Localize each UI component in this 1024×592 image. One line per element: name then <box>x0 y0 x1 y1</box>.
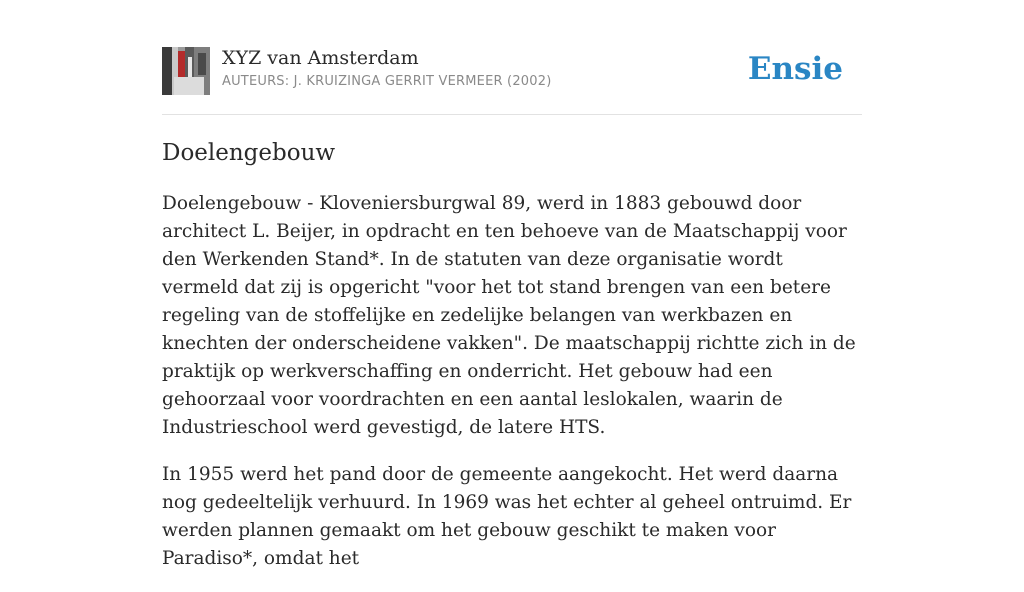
book-cover-photo-icon <box>162 47 210 95</box>
book-cover-avatar[interactable] <box>162 47 210 95</box>
book-title[interactable]: XYZ van Amsterdam <box>222 47 419 69</box>
entry-paragraph: Doelengebouw - Kloveniersburgwal 89, werd in 1883 gebouwd door architect L. Beijer, in opdracht en ten behoeve van de Maatschappij voor den Werkenden Stand*. In de statuten van deze organisatie wordt vermeld dat zij is opgericht "voor het tot stand brengen van een betere regeling van de stoffelijke en zedelijke belangen van werkbazen en knechten der onderscheidene vakken". De maatschappij richtte zich in de praktijk op werkverschaffing en onderricht. Het gebouw had een gehoorzaal voor voordrachten en een aantal leslokalen, waarin de Industrieschool werd gevestigd, de latere HTS. <box>162 193 856 438</box>
page <box>162 0 862 569</box>
book-header <box>162 0 862 115</box>
entry-title: Doelengebouw <box>162 140 336 166</box>
entry-paragraph: In 1955 werd het pand door de gemeente aangekocht. Het werd daarna nog gedeeltelijk verhuurd. In 1969 was het echter al geheel ontruimd. Er werden plannen gemaakt om het gebouw geschikt te maken voor Paradiso*, omdat het <box>162 464 852 569</box>
entry-body <box>162 190 862 592</box>
ensie-logo[interactable]: Ensie <box>747 51 843 87</box>
book-authors: AUTEURS: J. KRUIZINGA GERRIT VERMEER (2002) <box>222 74 552 89</box>
